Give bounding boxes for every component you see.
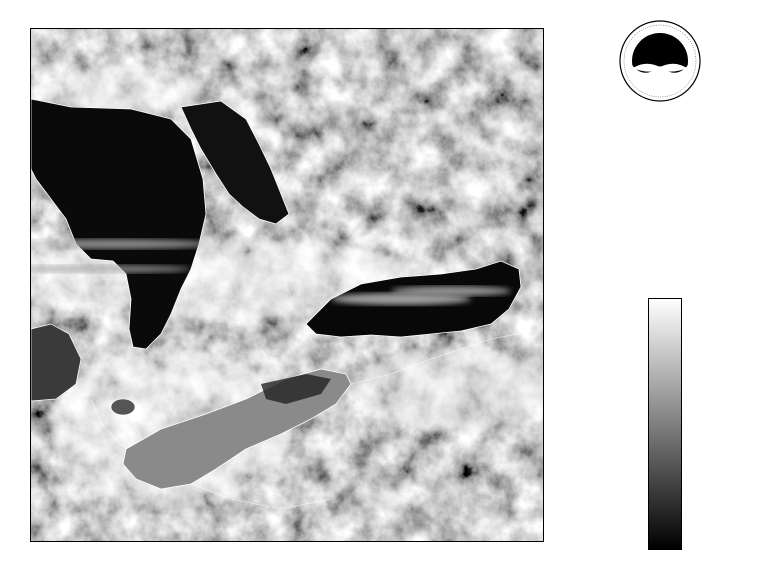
info-sidebar [560,20,782,565]
reflectance-colorbar [648,298,682,550]
satellite-map [30,28,544,542]
acquisition-datetime [560,163,782,175]
lake-st-clair [111,399,135,415]
noaa-seagull-logo-icon [619,20,701,102]
projection-type-row [592,212,782,224]
satellite-image [31,29,543,541]
